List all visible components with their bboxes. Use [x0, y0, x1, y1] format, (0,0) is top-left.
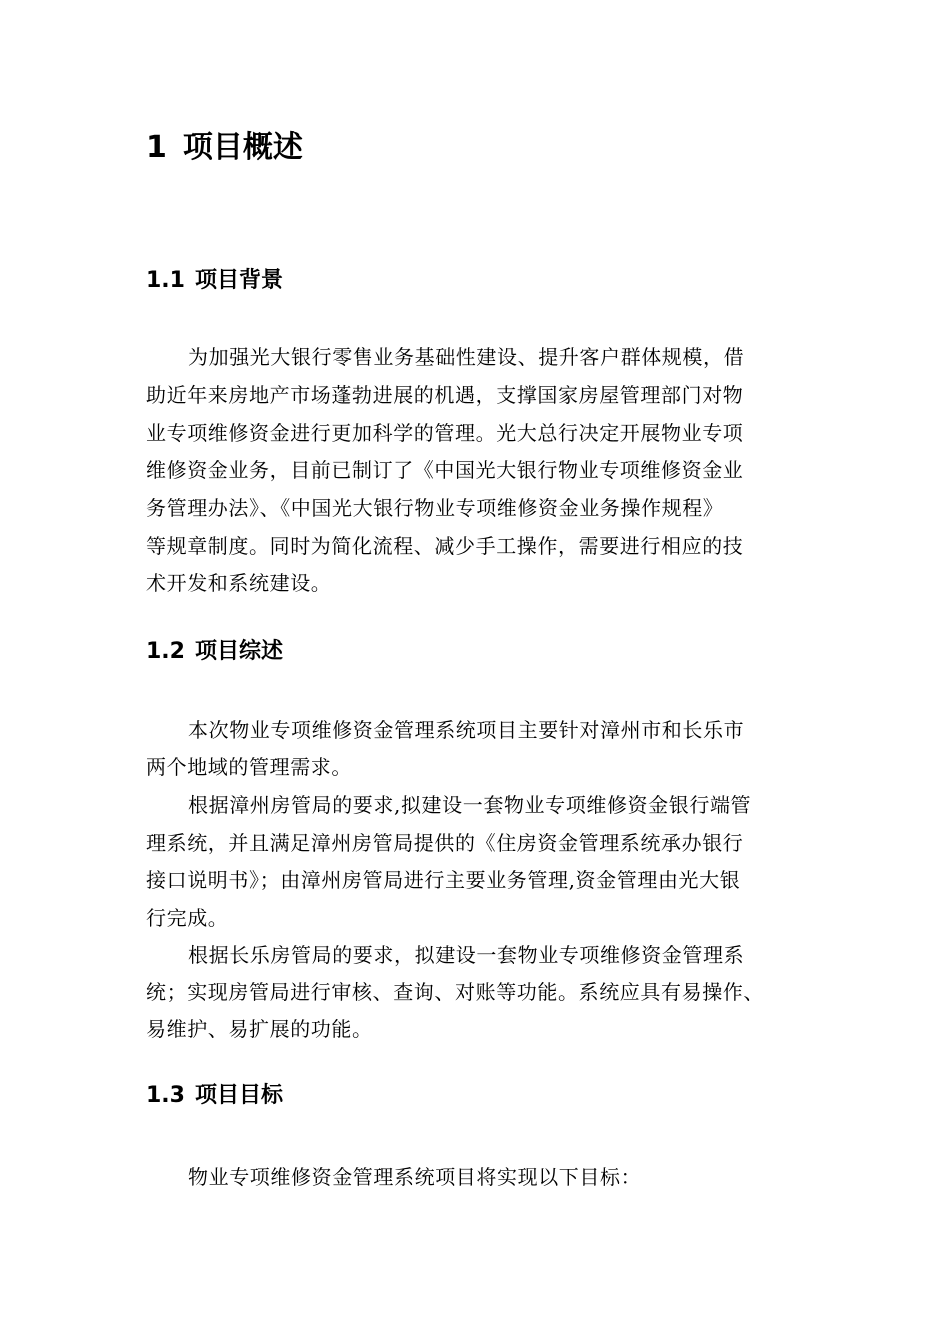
section-title: 项目综述	[194, 639, 283, 664]
section-number: 1.3	[146, 1083, 185, 1108]
paragraph-line: 术开发和系统建设。	[146, 571, 332, 595]
paragraph-line: 务管理办法》、《中国光大银行物业专项维修资金业务操作规程》	[146, 496, 724, 520]
paragraph-line: 根据漳州房管局的要求,拟建设一套物业专项维修资金银行端管	[188, 793, 752, 817]
paragraph-line: 维修资金业务，目前已制订了《中国光大银行物业专项维修资金业	[146, 458, 744, 482]
section-number: 1.1	[146, 268, 185, 293]
paragraph-line: 为加强光大银行零售业务基础性建设、提升客户群体规模，借	[188, 345, 745, 369]
paragraph-line: 统；实现房管局进行审核、查询、对账等功能。系统应具有易操作、	[146, 980, 764, 1004]
paragraph-line: 理系统，并且满足漳州房管局提供的《住房资金管理系统承办银行	[146, 831, 744, 855]
paragraph-line: 业专项维修资金进行更加科学的管理。光大总行决定开展物业专项	[146, 421, 744, 445]
paragraph-line: 根据长乐房管局的要求，拟建设一套物业专项维修资金管理系	[188, 943, 745, 967]
paragraph-line: 物业专项维修资金管理系统项目将实现以下目标：	[188, 1165, 642, 1189]
paragraph-line: 易维护、易扩展的功能。	[146, 1017, 373, 1041]
section-heading-1-3	[146, 1079, 283, 1113]
chapter-number: 1	[146, 130, 167, 165]
section-title: 项目背景	[194, 268, 283, 293]
section-heading-1-2	[146, 635, 283, 669]
paragraph-line: 助近年来房地产市场蓬勃进展的机遇，支撑国家房屋管理部门对物	[146, 383, 744, 407]
paragraph-line: 等规章制度。同时为简化流程、减少手工操作，需要进行相应的技	[146, 534, 744, 558]
paragraph-line: 接口说明书》；由漳州房管局进行主要业务管理,资金管理由光大银	[146, 868, 741, 892]
paragraph-line: 两个地域的管理需求。	[146, 755, 352, 779]
paragraph-line: 行完成。	[146, 906, 229, 930]
paragraph-line: 本次物业专项维修资金管理系统项目主要针对漳州市和长乐市	[188, 718, 745, 742]
chapter-heading	[146, 126, 303, 170]
section-heading-1-1	[146, 264, 283, 298]
section-title: 项目目标	[194, 1083, 283, 1108]
chapter-title: 项目概述	[182, 130, 303, 165]
section-number: 1.2	[146, 639, 185, 664]
